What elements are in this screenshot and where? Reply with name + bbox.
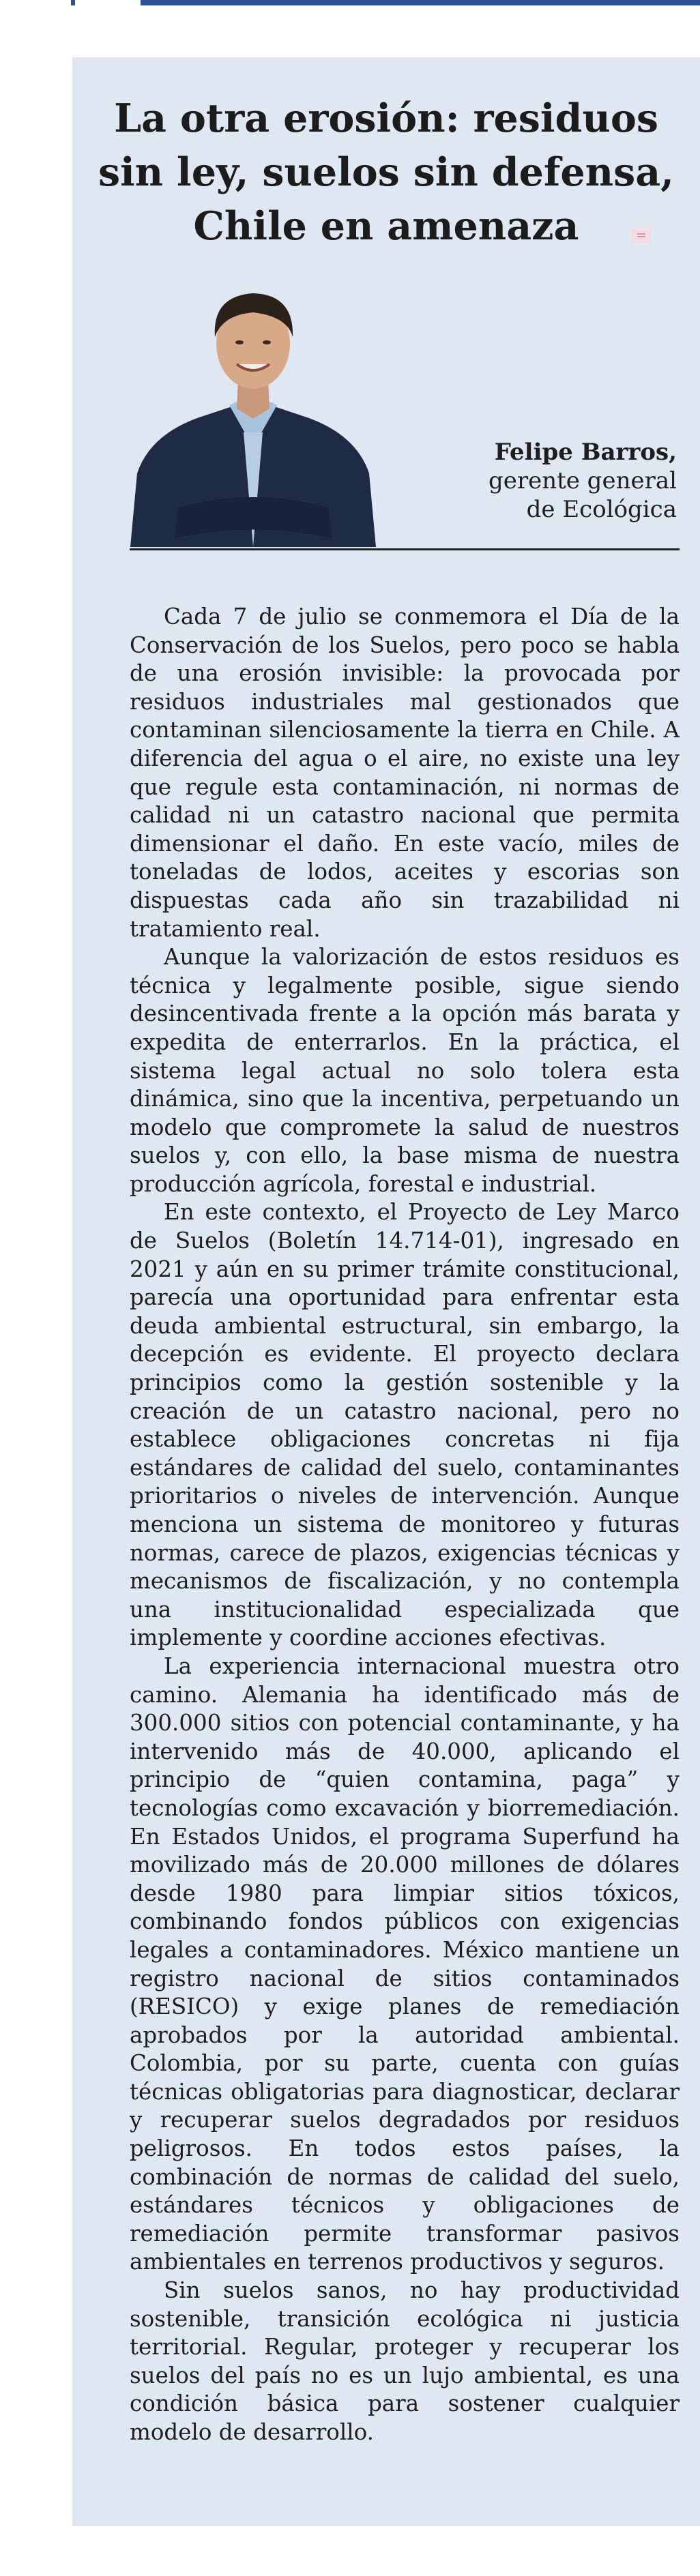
headline-line-3: Chile en amenaza [193, 203, 579, 249]
article-body [130, 603, 680, 2447]
headline-line-2: sin ley, suelos sin defensa, [98, 149, 674, 195]
headline-line-1: La otra erosión: residuos [114, 95, 658, 141]
author-byline [488, 438, 677, 524]
headline [72, 91, 700, 253]
paragraph-1: Cada 7 de julio se conmemora el Día de la Conservación de los Suelos, pero poco se habla de una erosión invisible: la provocada por residuos industriales mal gestionados que contaminan silenciosamente la tierra en Chile. A diferencia del agua o el aire, no existe una ley que regule esta contaminación, ni normas de calidad ni un catastro nacional que permita dimensionar el daño. En este vacío, miles de toneladas de lodos, aceites y escorias son dispuestas cada año sin trazabilidad ni tratamiento real. [130, 604, 680, 942]
byline-divider [130, 548, 680, 550]
top-bar-right [141, 0, 700, 5]
author-role-line-2: de Ecológica [526, 496, 677, 523]
paragraph-5: Sin suelos sanos, no hay productividad sostenible, transición ecológica ni justicia territorial. Regular, proteger y recuperar los suelos del país no es un lujo ambiental, es una condición básica para sostener cualquier modelo de desarrollo. [130, 2277, 680, 2445]
paragraph-4: La experiencia internacional muestra otro camino. Alemania ha identificado más de 300.000 sitios con potencial contaminante, y ha intervenido más de 40.000, aplicando el principio de “quien contamina, paga” y tecnologías como excavación y biorremediación. En Estados Unidos, el programa Superfund ha movilizado más de 20.000 millones de dólares desde 1980 para limpiar sitios tóxicos, combinando fondos públicos con exigencias legales a contaminadores. México mantiene un registro nacional de sitios contaminados (RESICO) y exige planes de remediación aprobados por la autoridad ambiental. Colombia, por su parte, cuenta con guías técnicas obligatorias para diagnosticar, declarar y recuperar suelos degradados por residuos peligrosos. En todos estos países, la combinación de normas de calidad del suelo, estándares técnicos y obligaciones de remediación permite transformar pasivos ambientales en terrenos productivos y seguros. [130, 1653, 680, 2275]
author-role-line-1: gerente general [488, 467, 677, 494]
top-bar-left [71, 0, 75, 5]
paragraph-3: En este contexto, el Proyecto de Ley Marco de Suelos (Boletín 14.714-01), ingresado en 2021 y aún en su primer trámite constitucional, parecía una oportunidad para enfrentar esta deuda ambiental estructural, sin embargo, la decepción es evidente. El proyecto declara principios como la gestión sostenible y la creación de un catastro nacional, pero no establece obligaciones concretas ni fija estándares de calidad del suelo, contaminantes prioritarios o niveles de intervención. Aunque menciona un sistema de monitoreo y futuras normas, carece de plazos, exigencias técnicas y mecanismos de fiscalización, y no contempla una institucionalidad especializada que implemente y coordine acciones efectivas. [130, 1199, 680, 1651]
author-name: Felipe Barros, [494, 439, 677, 466]
note-icon[interactable] [632, 228, 651, 243]
author-photo [123, 269, 383, 547]
paragraph-2: Aunque la valorización de estos residuos es técnica y legalmente posible, sigue siendo desincentivada frente a la opción más barata y expedita de enterrarlos. En la práctica, el sistema legal actual no solo tolera esta dinámica, sino que la incentiva, perpetuando un modelo que compromete la salud de nuestros suelos y, con ello, la base misma de nuestra producción agrícola, forestal e industrial. [130, 944, 680, 1197]
article-panel [72, 57, 700, 2526]
